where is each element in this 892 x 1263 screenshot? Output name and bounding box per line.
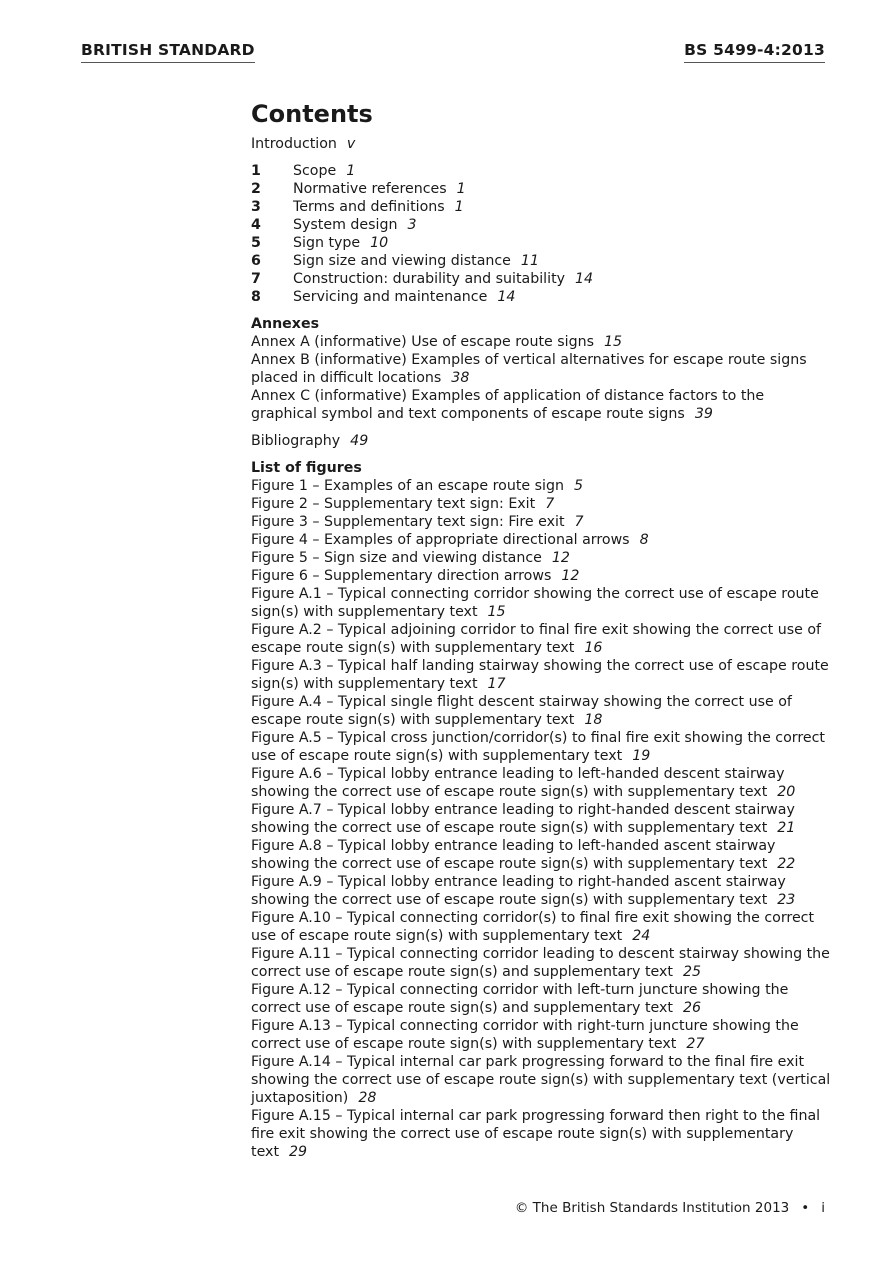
toc-entry-label: Figure 2 – Supplementary text sign: Exit bbox=[251, 496, 536, 512]
toc-page-number: 1 bbox=[456, 181, 466, 197]
toc-entry-clause[interactable] bbox=[251, 234, 831, 252]
toc-entry-label: Bibliography bbox=[251, 433, 341, 449]
toc-entry-annex[interactable] bbox=[251, 351, 831, 387]
toc-entry-label: Figure A.11 – Typical connecting corridor leading to descent stairway showing the correct use of escape route sign(s) and supplementary text bbox=[251, 946, 830, 980]
toc-page-number: 25 bbox=[682, 964, 702, 980]
toc-entry-label: Figure A.10 – Typical connecting corridor(s) to final fire exit showing the correct use of escape route sign(s) with supplementary text bbox=[251, 910, 815, 944]
clause-number: 2 bbox=[251, 181, 261, 197]
toc-entry-label: Figure 3 – Supplementary text sign: Fire exit bbox=[251, 514, 565, 530]
toc-entry-figure[interactable] bbox=[251, 567, 831, 585]
toc-entry-label: Normative references bbox=[293, 181, 447, 197]
toc-page-number: 39 bbox=[694, 406, 713, 422]
running-head-title: BRITISH STANDARD bbox=[81, 40, 255, 63]
contents-section bbox=[251, 100, 831, 1170]
toc-page-number: 8 bbox=[639, 532, 649, 548]
toc-entry-figure[interactable] bbox=[251, 531, 831, 549]
toc-page-number: 28 bbox=[358, 1090, 377, 1106]
toc-entry-annex[interactable] bbox=[251, 387, 831, 423]
toc-page-number: 1 bbox=[454, 199, 464, 215]
toc-entry-clause[interactable] bbox=[251, 252, 831, 270]
toc-page-number: 3 bbox=[407, 217, 417, 233]
toc-entry-figure[interactable] bbox=[251, 549, 831, 567]
toc-entry-label: Introduction bbox=[251, 136, 337, 152]
toc-entry-label: Scope bbox=[293, 163, 337, 179]
clause-title bbox=[293, 252, 539, 270]
page-number: i bbox=[821, 1200, 825, 1216]
toc-entry-label: Figure 1 – Examples of an escape route sign bbox=[251, 478, 564, 494]
annexes-section bbox=[251, 315, 831, 423]
toc-page-number: 21 bbox=[777, 820, 796, 836]
toc-page-number: 14 bbox=[497, 289, 516, 305]
toc-entry-figure[interactable] bbox=[251, 513, 831, 531]
toc-entry-figure[interactable] bbox=[251, 1017, 831, 1053]
toc-entry-label: Sign type bbox=[293, 235, 361, 251]
toc-entry-label: Construction: durability and suitability bbox=[293, 271, 566, 287]
toc-entry-figure[interactable] bbox=[251, 495, 831, 513]
toc-entry-label: Figure A.1 – Typical connecting corridor showing the correct use of escape route sign(s) with supplementary text bbox=[251, 586, 819, 620]
toc-entry-label: Figure A.5 – Typical cross junction/corridor(s) to final fire exit showing the correct use of escape route sign(s) with supplementary text bbox=[251, 730, 825, 764]
toc-page-number: 11 bbox=[520, 253, 539, 269]
toc-entry-label: Figure 4 – Examples of appropriate directional arrows bbox=[251, 532, 630, 548]
toc-page-number: 18 bbox=[584, 712, 603, 728]
clause-number: 4 bbox=[251, 217, 261, 233]
toc-entry-figure[interactable] bbox=[251, 873, 831, 909]
toc-page-number: 15 bbox=[487, 604, 506, 620]
clause-title bbox=[293, 270, 593, 288]
toc-page-number: 1 bbox=[346, 163, 356, 179]
toc-entry-figure[interactable] bbox=[251, 1107, 831, 1161]
toc-entry-label: Figure A.14 – Typical internal car park progressing forward to the final fire exit showing the correct use of escape route sign(s) with supplementary text (vertical juxtaposition) bbox=[251, 1054, 831, 1106]
clause-title bbox=[293, 288, 515, 306]
toc-page-number: 7 bbox=[545, 496, 555, 512]
toc-entry-label: Figure A.2 – Typical adjoining corridor to final fire exit showing the correct use of escape route sign(s) with supplementary text bbox=[251, 622, 822, 656]
toc-page-number: 23 bbox=[777, 892, 796, 908]
toc-page-number: 26 bbox=[682, 1000, 702, 1016]
toc-page-number: 7 bbox=[574, 514, 584, 530]
figures-heading: List of figures bbox=[251, 460, 362, 476]
toc-entry-clause[interactable] bbox=[251, 288, 831, 306]
toc-entry-figure[interactable] bbox=[251, 657, 831, 693]
toc-entry-clause[interactable] bbox=[251, 162, 831, 180]
clause-number: 5 bbox=[251, 235, 261, 251]
toc-entry-clause[interactable] bbox=[251, 216, 831, 234]
footer-separator: • bbox=[801, 1200, 810, 1216]
toc-entry-figure[interactable] bbox=[251, 621, 831, 657]
toc-page-number: 38 bbox=[451, 370, 470, 386]
toc-entry-label: Figure A.8 – Typical lobby entrance leading to left-handed ascent stairway showing the correct use of escape route sign(s) with supplementary text bbox=[251, 838, 776, 872]
toc-entry-label: Annex B (informative) Examples of vertical alternatives for escape route signs placed in difficult locations bbox=[251, 352, 807, 386]
copyright-notice: © The British Standards Institution 2013 bbox=[514, 1200, 790, 1216]
toc-entry-figure[interactable] bbox=[251, 945, 831, 981]
page-footer bbox=[515, 1199, 825, 1217]
toc-entry-figure[interactable] bbox=[251, 981, 831, 1017]
toc-page-number: 49 bbox=[350, 433, 369, 449]
clause-title bbox=[293, 216, 417, 234]
clause-title bbox=[293, 180, 466, 198]
toc-page-number: 5 bbox=[573, 478, 584, 494]
toc-page-number: 17 bbox=[487, 676, 506, 692]
toc-entry-figure[interactable] bbox=[251, 909, 831, 945]
toc-entry-label: Figure A.7 – Typical lobby entrance leading to right-handed descent stairway showing the correct use of escape route sign(s) with supplementary text bbox=[251, 802, 795, 836]
page-title: Contents bbox=[251, 100, 373, 128]
toc-entry-figure[interactable] bbox=[251, 765, 831, 801]
clause-number: 8 bbox=[251, 289, 261, 305]
toc-entry-label: Figure A.15 – Typical internal car park progressing forward then right to the final fire exit showing the correct use of escape route sign(s) with supplementary text bbox=[251, 1108, 821, 1160]
toc-entry-introduction[interactable] bbox=[251, 135, 831, 153]
toc-page-number: 20 bbox=[777, 784, 796, 800]
toc-entry-clause[interactable] bbox=[251, 270, 831, 288]
toc-entry-label: Figure A.3 – Typical half landing stairway showing the correct use of escape route sign(s) with supplementary text bbox=[251, 658, 829, 692]
toc-entry-label: Annex C (informative) Examples of application of distance factors to the graphical symbol and text components of escape route signs bbox=[251, 388, 765, 422]
toc-entry-clause[interactable] bbox=[251, 198, 831, 216]
toc-entry-bibliography[interactable] bbox=[251, 432, 831, 450]
figures-section bbox=[251, 459, 831, 1161]
toc-entry-figure[interactable] bbox=[251, 477, 831, 495]
toc-entry-label: Figure A.12 – Typical connecting corridor with left-turn juncture showing the correct use of escape route sign(s) and supplementary text bbox=[251, 982, 789, 1016]
toc-page-number: 29 bbox=[289, 1144, 308, 1160]
clause-title bbox=[293, 234, 388, 252]
toc-entry-label: Figure A.9 – Typical lobby entrance leading to right-handed ascent stairway showing the correct use of escape route sign(s) with supplementary text bbox=[251, 874, 786, 908]
toc-entry-annex[interactable] bbox=[251, 333, 831, 351]
toc-page-number: 14 bbox=[575, 271, 594, 287]
toc-entry-figure[interactable] bbox=[251, 585, 831, 621]
toc-page-number: 27 bbox=[686, 1036, 705, 1052]
toc-page-number: 10 bbox=[370, 235, 389, 251]
clause-number: 6 bbox=[251, 253, 261, 269]
toc-entry-figure[interactable] bbox=[251, 729, 831, 765]
clause-list bbox=[251, 162, 831, 306]
toc-page-number: 15 bbox=[603, 334, 623, 350]
running-head-standard-number: BS 5499-4:2013 bbox=[684, 40, 825, 63]
toc-page-number: 16 bbox=[584, 640, 603, 656]
toc-entry-label: Figure A.13 – Typical connecting corridor with right-turn juncture showing the correct use of escape route sign(s) with supplementary text bbox=[251, 1018, 799, 1052]
toc-page-number: 19 bbox=[632, 748, 651, 764]
toc-entry-label: Terms and definitions bbox=[293, 199, 445, 215]
clause-number: 3 bbox=[251, 199, 261, 215]
toc-entry-figure[interactable] bbox=[251, 837, 831, 873]
toc-entry-label: Sign size and viewing distance bbox=[293, 253, 511, 269]
clause-title bbox=[293, 162, 355, 180]
clause-number: 7 bbox=[251, 271, 261, 287]
toc-entry-clause[interactable] bbox=[251, 180, 831, 198]
toc-page-number: 12 bbox=[551, 550, 570, 566]
toc-entry-label: Figure A.4 – Typical single flight descent stairway showing the correct use of escape route sign(s) with supplementary text bbox=[251, 694, 792, 728]
toc-entry-label: Figure A.6 – Typical lobby entrance leading to left-handed descent stairway showing the correct use of escape route sign(s) with supplementary text bbox=[251, 766, 785, 800]
clause-title bbox=[293, 198, 464, 216]
toc-entry-figure[interactable] bbox=[251, 1053, 831, 1107]
toc-entry-label: System design bbox=[293, 217, 398, 233]
toc-page-number: 22 bbox=[777, 856, 796, 872]
toc-entry-label: Servicing and maintenance bbox=[293, 289, 488, 305]
toc-entry-figure[interactable] bbox=[251, 801, 831, 837]
annexes-heading: Annexes bbox=[251, 316, 320, 332]
toc-entry-label: Figure 6 – Supplementary direction arrows bbox=[251, 568, 552, 584]
toc-entry-label: Figure 5 – Sign size and viewing distance bbox=[251, 550, 542, 566]
toc-entry-figure[interactable] bbox=[251, 693, 831, 729]
toc-page-number: v bbox=[346, 136, 356, 152]
clause-number: 1 bbox=[251, 163, 261, 179]
toc-page-number: 12 bbox=[561, 568, 580, 584]
toc-entry-label: Annex A (informative) Use of escape route signs bbox=[251, 334, 594, 350]
toc-page-number: 24 bbox=[632, 928, 651, 944]
